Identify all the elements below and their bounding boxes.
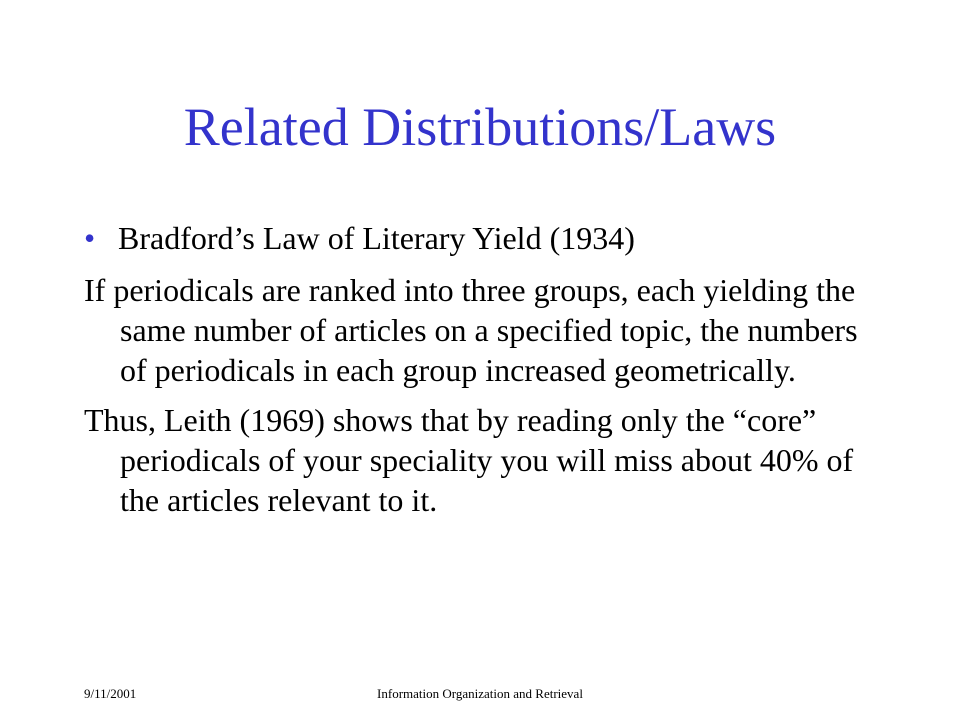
bullet-item: [84, 218, 884, 258]
slide-body: [84, 218, 884, 530]
bullet-marker: •: [84, 220, 96, 256]
bullet-text: Bradford’s Law of Literary Yield (1934): [118, 220, 635, 256]
footer-course-title: Information Organization and Retrieval: [377, 686, 583, 701]
paragraph-leith-finding: Thus, Leith (1969) shows that by reading only the “core” periodicals of your speciality you will miss about 40% of the articles relevant to it.: [84, 402, 854, 518]
footer-date: 9/11/2001: [84, 686, 137, 701]
paragraph-bradford-definition: If periodicals are ranked into three groups, each yielding the same number of articles on a specified topic, the numbers of periodicals in each group increased geometrically.: [84, 272, 858, 388]
slide-title: Related Distributions/Laws: [183, 97, 777, 157]
